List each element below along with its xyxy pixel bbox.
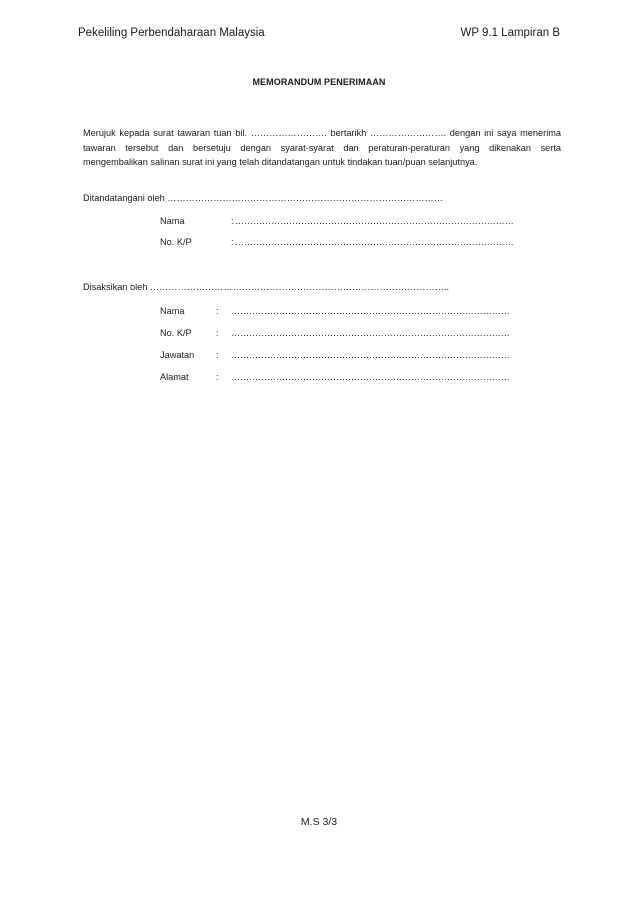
- signer-name-label: Nama: [160, 216, 185, 226]
- witness-ic-label: No. K/P: [160, 328, 192, 338]
- signer-name-field[interactable]: …………………………………………………………………………………: [235, 216, 514, 226]
- paragraph-line: Merujuk kepada surat tawaran tuan bil. ……………………. bertarikh ……………………. dengan ini saya menerima: [83, 128, 561, 138]
- header-left: Pekeliling Perbendaharaan Malaysia: [78, 27, 265, 39]
- witness-ic-field[interactable]: …………………………………………………………………………………: [231, 328, 510, 338]
- witness-address-field[interactable]: …………………………………………………………………………………: [231, 372, 510, 382]
- paragraph-line: tawaran tersebut dan bersetuju dengan syarat-syarat dan peraturan-peraturan yang dikenakan serta: [83, 142, 561, 153]
- witnessed-by-label: Disaksikan oleh ……………………………………………………………………………………..: [83, 282, 450, 292]
- witness-position-label: Jawatan: [160, 350, 195, 360]
- signer-ic-label: No. K/P: [160, 237, 192, 247]
- page-number: M.S 3/3: [300, 816, 338, 828]
- signer-ic-field[interactable]: …………………………………………………………………………………: [235, 237, 514, 247]
- witness-name-colon: :: [216, 306, 219, 316]
- header-right: WP 9.1 Lampiran B: [460, 27, 560, 39]
- signed-by-label: Ditandatangani oleh ………………………………………………………………………………: [83, 193, 443, 203]
- witness-position-field[interactable]: …………………………………………………………………………………: [231, 350, 510, 360]
- witness-name-label: Nama: [160, 306, 185, 316]
- document-title: MEMORANDUM PENERIMAAN: [252, 77, 386, 87]
- signer-name-colon: :: [231, 216, 234, 226]
- witness-name-field[interactable]: …………………………………………………………………………………: [231, 306, 510, 316]
- witness-address-label: Alamat: [160, 372, 189, 382]
- signer-ic-colon: :: [231, 237, 234, 247]
- witness-ic-colon: :: [216, 328, 219, 338]
- acceptance-paragraph: [83, 126, 561, 170]
- witness-address-colon: :: [216, 372, 219, 382]
- paragraph-line: mengembalikan salinan surat ini yang telah ditandatangan untuk tindakan tuan/puan selanjutnya.: [83, 157, 478, 167]
- witness-position-colon: :: [216, 350, 219, 360]
